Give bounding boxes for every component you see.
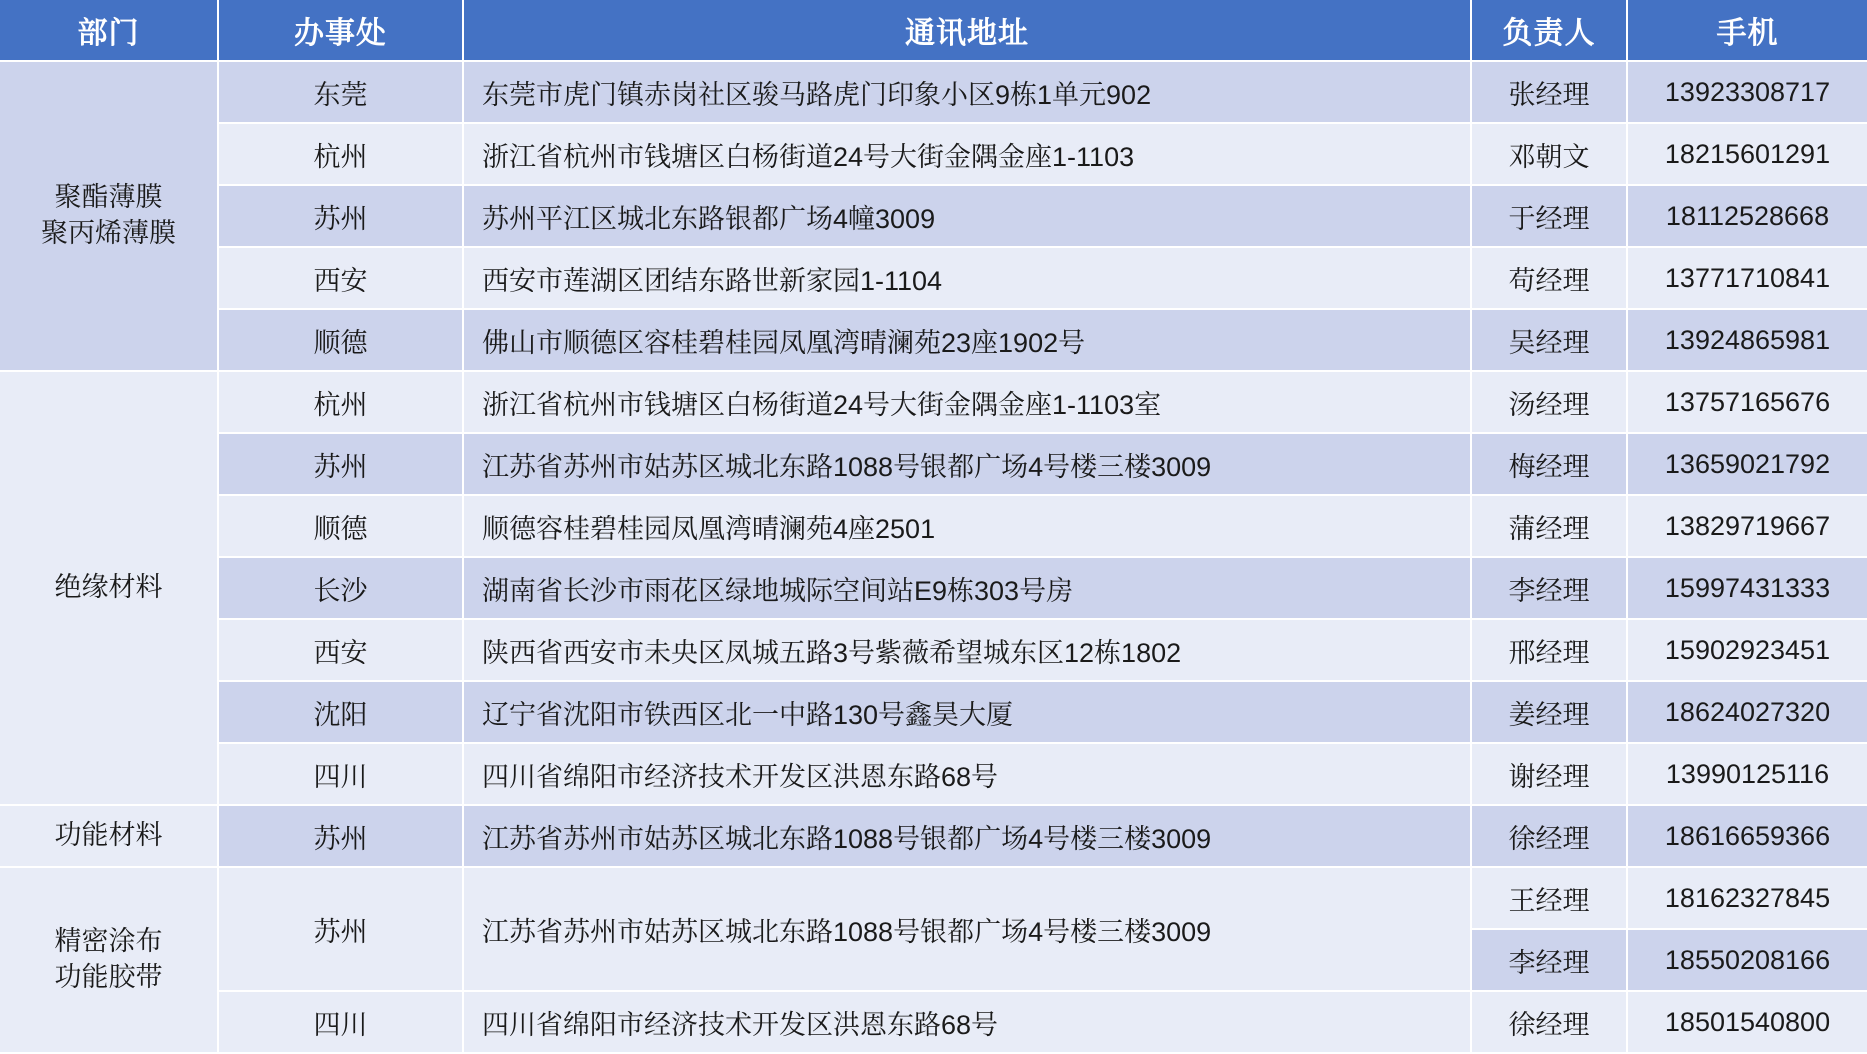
table-row	[0, 185, 1867, 247]
cell-phone: 18162327845	[1627, 867, 1867, 929]
cell-manager: 吴经理	[1471, 309, 1627, 371]
table-row	[0, 867, 1867, 929]
cell-office: 沈阳	[218, 681, 463, 743]
cell-department: 精密涂布 功能胶带	[0, 867, 218, 1053]
table-row	[0, 61, 1867, 123]
cell-office: 顺德	[218, 309, 463, 371]
cell-office: 顺德	[218, 495, 463, 557]
cell-phone: 18624027320	[1627, 681, 1867, 743]
cell-phone: 18501540800	[1627, 991, 1867, 1053]
cell-manager: 邢经理	[1471, 619, 1627, 681]
cell-manager: 谢经理	[1471, 743, 1627, 805]
cell-address: 佛山市顺德区容桂碧桂园凤凰湾晴澜苑23座1902号	[463, 309, 1471, 371]
cell-office: 杭州	[218, 123, 463, 185]
cell-phone: 18112528668	[1627, 185, 1867, 247]
cell-manager: 汤经理	[1471, 371, 1627, 433]
cell-manager: 李经理	[1471, 929, 1627, 991]
table-row	[0, 805, 1867, 867]
column-header-phone: 手机	[1627, 0, 1867, 61]
cell-office: 四川	[218, 743, 463, 805]
cell-phone: 13771710841	[1627, 247, 1867, 309]
cell-office: 杭州	[218, 371, 463, 433]
cell-department: 聚酯薄膜 聚丙烯薄膜	[0, 61, 218, 371]
cell-manager: 徐经理	[1471, 991, 1627, 1053]
cell-manager: 邓朝文	[1471, 123, 1627, 185]
cell-address: 陕西省西安市未央区凤城五路3号紫薇希望城东区12栋1802	[463, 619, 1471, 681]
table-header-row	[0, 0, 1867, 61]
cell-manager: 李经理	[1471, 557, 1627, 619]
cell-phone: 13990125116	[1627, 743, 1867, 805]
cell-address: 江苏省苏州市姑苏区城北东路1088号银都广场4号楼三楼3009	[463, 805, 1471, 867]
cell-phone: 18616659366	[1627, 805, 1867, 867]
table-row	[0, 371, 1867, 433]
cell-address: 浙江省杭州市钱塘区白杨街道24号大街金隅金座1-1103室	[463, 371, 1471, 433]
cell-office: 苏州	[218, 433, 463, 495]
cell-address: 江苏省苏州市姑苏区城北东路1088号银都广场4号楼三楼3009	[463, 433, 1471, 495]
cell-phone: 13923308717	[1627, 61, 1867, 123]
table-row	[0, 743, 1867, 805]
table-row	[0, 619, 1867, 681]
cell-manager: 苟经理	[1471, 247, 1627, 309]
cell-office: 东莞	[218, 61, 463, 123]
cell-department: 功能材料	[0, 805, 218, 867]
cell-office: 西安	[218, 247, 463, 309]
cell-address: 四川省绵阳市经济技术开发区洪恩东路68号	[463, 743, 1471, 805]
cell-address: 浙江省杭州市钱塘区白杨街道24号大街金隅金座1-1103	[463, 123, 1471, 185]
column-header-manager: 负责人	[1471, 0, 1627, 61]
column-header-office: 办事处	[218, 0, 463, 61]
table-row	[0, 557, 1867, 619]
cell-manager: 王经理	[1471, 867, 1627, 929]
cell-office: 苏州	[218, 805, 463, 867]
cell-manager: 蒲经理	[1471, 495, 1627, 557]
cell-office: 长沙	[218, 557, 463, 619]
cell-manager: 梅经理	[1471, 433, 1627, 495]
column-header-address: 通讯地址	[463, 0, 1471, 61]
cell-phone: 13924865981	[1627, 309, 1867, 371]
cell-phone: 18550208166	[1627, 929, 1867, 991]
cell-phone: 18215601291	[1627, 123, 1867, 185]
cell-manager: 张经理	[1471, 61, 1627, 123]
cell-phone: 15902923451	[1627, 619, 1867, 681]
cell-manager: 徐经理	[1471, 805, 1627, 867]
cell-office: 苏州	[218, 185, 463, 247]
column-header-department: 部门	[0, 0, 218, 61]
cell-manager: 姜经理	[1471, 681, 1627, 743]
cell-address: 苏州平江区城北东路银都广场4幢3009	[463, 185, 1471, 247]
table-body	[0, 61, 1867, 1053]
table-row	[0, 495, 1867, 557]
cell-phone: 13829719667	[1627, 495, 1867, 557]
cell-phone: 15997431333	[1627, 557, 1867, 619]
cell-address: 四川省绵阳市经济技术开发区洪恩东路68号	[463, 991, 1471, 1053]
cell-address: 东莞市虎门镇赤岗社区骏马路虎门印象小区9栋1单元902	[463, 61, 1471, 123]
cell-phone: 13659021792	[1627, 433, 1867, 495]
cell-office: 四川	[218, 991, 463, 1053]
cell-office: 苏州	[218, 867, 463, 991]
cell-address: 顺德容桂碧桂园凤凰湾晴澜苑4座2501	[463, 495, 1471, 557]
table-row	[0, 123, 1867, 185]
table-row	[0, 247, 1867, 309]
cell-office: 西安	[218, 619, 463, 681]
table-row	[0, 991, 1867, 1053]
table-row	[0, 433, 1867, 495]
cell-address: 江苏省苏州市姑苏区城北东路1088号银都广场4号楼三楼3009	[463, 867, 1471, 991]
cell-phone: 13757165676	[1627, 371, 1867, 433]
cell-address: 湖南省长沙市雨花区绿地城际空间站E9栋303号房	[463, 557, 1471, 619]
cell-address: 西安市莲湖区团结东路世新家园1-1104	[463, 247, 1471, 309]
table-header	[0, 0, 1867, 61]
cell-manager: 于经理	[1471, 185, 1627, 247]
table-row	[0, 309, 1867, 371]
cell-address: 辽宁省沈阳市铁西区北一中路130号鑫昊大厦	[463, 681, 1471, 743]
table-row	[0, 681, 1867, 743]
cell-department: 绝缘材料	[0, 371, 218, 805]
